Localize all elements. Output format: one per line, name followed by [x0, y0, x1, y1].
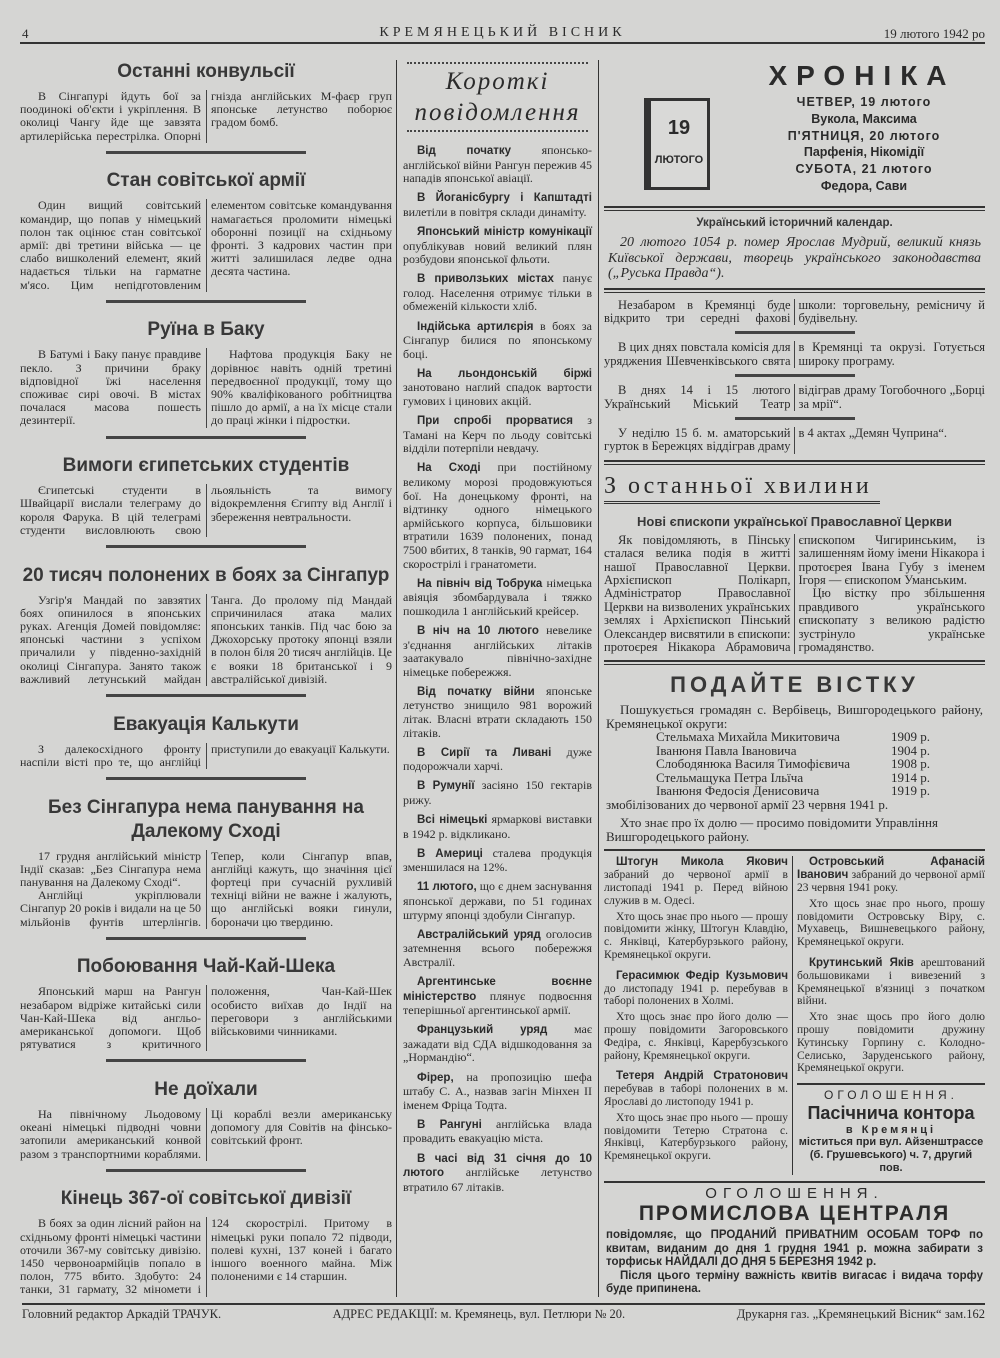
- footer-editor: Головний редактор Аркадій ТРАЧУК.: [22, 1306, 222, 1321]
- chronicle-day: ЧЕТВЕР, 19 лютого: [796, 95, 932, 109]
- article-title: Руїна в Баку: [147, 319, 265, 341]
- article-title: Евакуація Калькути: [113, 713, 299, 735]
- chronicle-day: СУБОТА, 21 лютого: [795, 162, 933, 177]
- article: [20, 60, 392, 154]
- local-news-text: У неділю 15 б. м. аматорський гурток в Бережцях віддіграв драму в 4 актах „Демян Чуприна“.: [604, 425, 948, 454]
- news-item: [403, 746, 592, 774]
- news-item-text: в боях за Сінгапур билися по японському боці.: [403, 318, 592, 361]
- news-item-text: невелике з'єднання англійських літаків заатакувало північно-західне німецьке побережжя.: [403, 622, 592, 679]
- wanted-request: Хто знає про їх долю — просимо повідомити Управління Вишгородецького району.: [606, 815, 938, 844]
- last-minute-paragraph: Як повідомляють, в Пінську сталася велика подія в житті нашої Православної Церкви. Архієпископ Полікарп, Адміністратор Православної Церкви на визволених українських землях і Архієпископ Пінський Олександер висвятили в єпископи: протоєрея Нікакора Абрамовича єпископом Чигиринським, із залишенням йому імени Нікакора і протоєрея Івана Губу з іменем Ігоря — єпископом Уманським.: [604, 532, 985, 654]
- personal-notice: [604, 1070, 788, 1163]
- ad-title: Пасічнича контора: [807, 1103, 975, 1124]
- local-news: [604, 299, 985, 454]
- divider: [106, 694, 306, 697]
- wanted-person-name: Стельмаха Михайла Микитовича: [656, 729, 840, 745]
- article-body: [20, 985, 392, 1051]
- article: [20, 564, 392, 697]
- article-title: Стан совітської армії: [106, 170, 306, 192]
- personal-notice-text: [604, 856, 788, 907]
- short-news-list: [401, 144, 594, 1200]
- last-minute-title: З останньої хвилини: [604, 471, 880, 504]
- ad-text-2: Після цього терміну важність квитів вигасає і видача торфу буде припинена.: [606, 1269, 983, 1296]
- article-paragraph: 17 грудня англійський міністр Індії сказав: „Без Сінгапура нема панування на Далекому Сході“.: [20, 848, 201, 889]
- news-item-text: ярмаркові виставки в 1942 р. відкликано.: [403, 812, 592, 841]
- wanted-notice: [604, 671, 985, 843]
- news-item-lead: В Румунії: [417, 780, 475, 793]
- wanted-person-name: Слободянюка Василя Тимофієвича: [656, 756, 851, 772]
- wanted-mobilized: змобілізованих до червоної армії 23 червня 1941 р.: [606, 796, 889, 812]
- news-item-text: опублікував новий великий плян розбудови японської фльоти.: [403, 238, 592, 267]
- last-minute-headline: Нові єпископи української Православної Церкви: [637, 513, 952, 529]
- article-paragraph: Японський марш на Рангун незабаром відріже китайські сили Чан-Кай-Шека від англьо-американської допомоги. Щоб рятуватися з критичного положення, Чан-Кай-Шек особисто виїхав до Індії на переговори з англійськими військовими чинниками.: [20, 984, 392, 1052]
- news-item: [403, 1071, 592, 1113]
- last-minute: [604, 471, 985, 655]
- person-name: Герасимюк Федір Кузьмович: [616, 969, 788, 982]
- divider: [106, 1169, 306, 1172]
- personal-notice-text: [604, 1070, 788, 1108]
- chronicle-saints: Парфенія, Нікомідії: [803, 145, 925, 160]
- footer-printer: Друкарня газ. „Кремянецький Вісник“ зам.162: [736, 1306, 985, 1321]
- personal-notice: [797, 957, 985, 1075]
- ad-label: ОГОЛОШЕННЯ.: [824, 1088, 958, 1103]
- news-item: [403, 880, 592, 922]
- chronicle-title: ХРОНІКА: [768, 60, 956, 91]
- wanted-person-name: Стельмащука Петра Ільїча: [656, 769, 804, 785]
- wanted-person-name: Іванюня Павла Івановича: [656, 742, 797, 758]
- divider: [106, 300, 306, 303]
- news-item: [403, 779, 592, 807]
- personal-notice-text: [797, 856, 985, 894]
- personal-notice-details: забраний до червоної армії в листопаді 1941 р. Перед війною служив в м. Одесі.: [604, 869, 788, 907]
- person-name: Крутинський Яків: [809, 956, 914, 969]
- divider: [106, 436, 306, 439]
- news-item-lead: Всі німецькі: [417, 814, 488, 827]
- article-paragraph: З далекосхідного фронту наспіли вісті про те, що англійці приступили до евакуації Калькути.: [20, 741, 390, 769]
- news-item-text: англійська влада провадить евакуацію міста.: [403, 1116, 592, 1146]
- news-item-text: сталева продукція зменшилася на 12%.: [403, 845, 592, 875]
- article: [20, 955, 392, 1062]
- divider: [735, 374, 855, 377]
- divider: [735, 331, 855, 334]
- divider: [604, 206, 985, 211]
- divider: [604, 288, 985, 293]
- personal-notice-details: арештований большовиками і вивезений з Кремянецької в'язниці з початком війни.: [797, 956, 985, 1008]
- page-footer: [22, 1303, 985, 1322]
- ad-place: в Кремянці: [845, 1124, 937, 1137]
- news-item-lead: Фірер,: [417, 1071, 454, 1084]
- article: [20, 318, 392, 438]
- personals-area: [604, 849, 985, 1175]
- news-item-lead: 11 лютого,: [417, 881, 477, 894]
- history-calendar: [604, 217, 985, 282]
- personal-notice-details: забраний до червоної армії 23 червня 1941 року.: [797, 869, 985, 894]
- wanted-title: ПОДАЙТЕ ВІСТКУ: [670, 672, 919, 698]
- article-paragraph: Єгипетські студенти в Швайцарії вислали телеграму до короля Фарука. В цій телеграмі студенти висловлюють свою льояльність та вимогу відокремлення Єгипту від Англії і збереження невтральности.: [20, 483, 392, 537]
- news-item-text: панує голод. Населення отримує тільки в обмеженій кількости хліб.: [403, 271, 592, 314]
- wanted-people: [606, 730, 983, 798]
- newspaper-name: КРЕМЯНЕЦЬКИЙ ВІСНИК: [379, 25, 626, 40]
- article-body: [20, 1108, 392, 1161]
- article-body: [20, 484, 392, 537]
- wanted-person-year: 1909 р.: [891, 729, 930, 745]
- person-name: Штогун Микола Якович: [616, 856, 788, 869]
- news-item-lead: Японський міністр комунікації: [417, 225, 592, 238]
- news-item-text: на пропозицію шефа штабу С. А., назвав загін Мінхен II іменем Фріца Тодта.: [403, 1069, 592, 1112]
- news-item-text: засіяно 150 гектарів рижу.: [403, 778, 592, 807]
- short-news-column: [396, 60, 599, 1297]
- article-paragraph: В Батумі і Баку панує правдиве пекло. З причини браку відповідної їжі населення споживає сирі овочі. В містах почалася масова пошесть дезинтерії.: [20, 347, 201, 428]
- calendar-icon: [644, 98, 710, 190]
- article-paragraph: Узгір'я Мандай по завзятих боях опинилося в японських руках. Агенція Домей повідомляє: японські частини з успіхом причалили у південно-західній околиці Сінгапура. Занято також важливий летунський майдан Танга. До пролому під Мандай спричинилася атака малих японських танків. Під час бою за Джохорську протоку японці взяли в полон біля 20 тисяч англійців. Це є вояки 18 британської і 9 австралійської дивізій.: [20, 592, 392, 686]
- article-title: Вимоги єгипетських студентів: [62, 455, 350, 477]
- person-name: Тетеря Андрій Стратонович: [616, 1070, 788, 1083]
- article-body: [20, 348, 392, 427]
- news-item-text: має зажадати від СДА відшкодовання за „Нормандію“.: [403, 1022, 592, 1065]
- chronicle-saints: Вукола, Максима: [811, 111, 917, 126]
- news-item-text: дуже подорожчали харчі.: [403, 744, 592, 774]
- local-news-item: [604, 341, 985, 368]
- news-item-lead: Від початку: [417, 145, 512, 157]
- page-number: 4: [22, 26, 29, 41]
- divider: [735, 417, 855, 420]
- news-item-lead: Індійська артилєрія: [417, 320, 534, 333]
- short-news-title: Короткі: [445, 68, 550, 95]
- article-paragraph: В боях за один лісний район на східньому фронті німецькі частини оточили 367-му совітську дивізію. 1450 червоноармійців попало в полон, 775 вбито. Здобуто: 24 танки, 31 гармату, 32 міномети і 124 скорострілі. Притому в німецькі руки попало 72 підводи, полеві кухні, 137 коней і багато іншого военного майна. Між полоненими є 14 старшин.: [20, 1216, 392, 1297]
- article-title: Останні конвульсії: [117, 61, 295, 82]
- news-item: [403, 1152, 592, 1195]
- wanted-person-year: 1908 р.: [891, 756, 930, 772]
- divider: [106, 777, 306, 780]
- local-news-item: [604, 299, 985, 326]
- article-title: Кінець 367-ої совітської дивізії: [60, 1188, 352, 1210]
- ad-title: ПРОМИСЛОВА ЦЕНТРАЛЯ: [638, 1202, 951, 1226]
- news-item: [403, 367, 592, 409]
- article-paragraph: Один вищий совітський командир, що попав у німецький полон так оцінює стан совітської армії: дві третини війська — це слабо вишколений елемент, який надається тільки на гарматне м'ясо. Цим непідготовленим елементом совітське командування намагається проломити німецькі оборонні позиції на східньому фронті. З кадрових частин при житті залишилася ледве одна десята частина.: [20, 198, 392, 292]
- article: [20, 169, 392, 302]
- news-item: [403, 414, 592, 456]
- personals-right-column: [792, 856, 985, 1175]
- news-item-lead: В Америці: [417, 847, 483, 860]
- article-paragraph: В Сінгапурі йдуть бої за поодинокі об'єкти і укріплення. В околиці Чангу йде ще завзята артилерійська перестрілка. Опорні гнізда англійських М-фаєр груп японське летунство поборює градом бомб.: [20, 89, 392, 143]
- article: [20, 796, 392, 940]
- article-body: [20, 850, 392, 929]
- ad-text: повідомляє, що ПРОДАНИЙ ПРИВАТНИМ ОСОБАМ ТОРФ по квитам, виданим до дня 1 грудня 1941 р. можна забирати з торфиськ НАЙДАЛІ ДО ДНЯ 5 БЕРЕЗНЯ 1942 р.: [606, 1229, 983, 1269]
- article-paragraph: На північному Льодовому океані німецькі підводні човни затопили американський конвой разом з транспортними кораблями. Ці кораблі везли американську допомогу для Совітів на фінсько-совітський фронт.: [20, 1106, 392, 1161]
- personal-notice-details: перебував в таборі полонених в м. Ярославі до листоподу 1941 р.: [604, 1083, 788, 1108]
- short-news-title-box: [407, 62, 588, 132]
- news-item: [403, 1118, 592, 1146]
- wanted-intro: Пошукується громадян с. Вербівець, Вишгородецького району, Кремянецької округи:: [606, 702, 983, 731]
- news-item-lead: В Йоганісбургу і Капштадті: [417, 192, 592, 205]
- article-body: [20, 594, 392, 686]
- chronicle-days: [754, 94, 974, 195]
- personal-notice-details: до листопаду 1941 р. перебував в таборі полонених в Холмі.: [604, 982, 788, 1008]
- news-item-lead: В ніч на 10 лютого: [417, 624, 539, 637]
- article: [20, 713, 392, 780]
- news-item: [403, 577, 592, 619]
- history-text: 20 лютого 1054 р. помер Ярослав Мудрий, великий князь Київської держави, творець українського законодавства („Руська Правда“).: [608, 235, 981, 281]
- article-title: 20 тисяч полонених в боях за Сінгапур: [22, 564, 390, 586]
- news-item-text: вилетіли в повітря склади динаміту.: [403, 204, 587, 219]
- news-item: [403, 461, 592, 571]
- article: [20, 1078, 392, 1172]
- news-item-text: англійське летунство втратило 67 літаків.: [403, 1165, 592, 1194]
- wanted-person: [606, 744, 983, 758]
- personal-notice-text: [604, 970, 788, 1008]
- news-item: [403, 685, 592, 740]
- local-news-text: В днях 14 і 15 лютого Український Міський Театр відіграв драму Тогобочного „Борці за мрії“.: [604, 383, 985, 411]
- wanted-person: [606, 757, 983, 771]
- history-title: Український історичний календар.: [696, 217, 893, 229]
- news-item: [403, 813, 592, 841]
- personal-notice-text: [797, 957, 985, 1008]
- article-paragraph: Англійці укріплювали Сінгапур 20 років і видали на це 50 мільйонів фунтів штерлінгів. Тепер, коли Сінгапур впав, англійці кажуть, що значіння цієї фортеці при сучасній рухливій техніці війни не важне і жалують, що англійські вояки гинули, бороначи цю твердиню.: [20, 848, 392, 929]
- news-item: [403, 320, 592, 362]
- wanted-person: [606, 784, 983, 798]
- short-news-title-2: повідомлення: [414, 99, 581, 126]
- news-item-lead: В Рангуні: [417, 1118, 482, 1131]
- article-body: [20, 199, 392, 291]
- left-column: [20, 60, 396, 1297]
- news-item-lead: В приволзьких містах: [417, 273, 554, 286]
- article-body: [20, 90, 392, 143]
- article-title: Без Сінгапура нема панування на Далекому Сході: [47, 796, 365, 842]
- news-item: [403, 225, 592, 267]
- news-item-text: плянує подвоєння теперішньої аргентинської армії.: [403, 988, 592, 1018]
- news-item: [403, 975, 592, 1018]
- personal-notice-request: Хто знає щось про його долю прошу повідомити дружину Кутинську Горпину с. Колодно-Селисько, Заруденського району, Кремянецької округи.: [797, 1011, 985, 1075]
- local-news-text: В цих днях повстала комісія для уряджения Шевченківського свята в Кремянці та окрузі. Готується широку програму.: [604, 340, 985, 368]
- chronicle-day: П'ЯТНИЦЯ, 20 лютого: [787, 128, 941, 143]
- news-item-lead: На Сході: [417, 462, 481, 475]
- divider: [106, 545, 306, 548]
- ad-apiary-office: [797, 1083, 985, 1175]
- calendar-month: ЛЮТОГО: [654, 154, 704, 166]
- calendar-day: 19: [667, 117, 691, 139]
- personal-notice: [604, 970, 788, 1063]
- local-news-item: [604, 427, 985, 454]
- news-item-text: що є днем заснування японської держави, по 51 годинах штурму японці здобули Сінгапур.: [403, 879, 592, 922]
- news-item: [403, 1023, 592, 1065]
- article-title: Не доїхали: [154, 1078, 258, 1100]
- ad-label: ОГОЛОШЕННЯ.: [705, 1185, 884, 1203]
- article: [20, 1187, 392, 1296]
- news-item-lead: На льондонській біржі: [417, 367, 592, 380]
- personal-notice-request: Хто щось знає про нього — прошу повідомити жінку, Штогун Клавдію, с. Янківці, Катербурзького району, Кремянецької округи.: [604, 910, 788, 961]
- last-minute-body: [604, 534, 985, 655]
- issue-date: 19 лютого 1942 ро: [883, 26, 985, 41]
- news-item-text: японсько-англійської війни Рангун пережив 45 нападів японської авіації.: [403, 143, 592, 186]
- page-columns: [20, 60, 985, 1297]
- personal-notice: [797, 856, 985, 949]
- news-item: [403, 144, 592, 186]
- news-item: [403, 928, 592, 970]
- article-paragraph: Нафтова продукція Баку не дорівнює навіть одній третині передвоєнної продукції, тому що 90% кваліфікованого робітництва пішло до армії, а на їх місце стали до праці жінки і підростки.: [211, 347, 392, 428]
- right-column: [599, 60, 985, 1297]
- personals-right: [797, 856, 985, 1075]
- divider: [106, 937, 306, 940]
- personal-notice: [604, 856, 788, 961]
- news-item: [403, 272, 592, 314]
- article: [20, 454, 392, 548]
- news-item-text: німецька авіяція збомбардувала і тяжко пошкодила 1 англійський крейсер.: [403, 575, 593, 618]
- news-item-lead: На північ від Тобрука: [417, 577, 543, 590]
- news-item-lead: В Сирії та Ливані: [417, 746, 552, 759]
- personal-notice-request: Хто щось знає про його долю — прошу повідомити Загоровського Федіра, с. Янківці, Карербузського району, Кремянецької округи.: [604, 1011, 788, 1062]
- wanted-person-year: 1919 р.: [891, 783, 930, 799]
- personals-left: [604, 856, 792, 1175]
- personal-notice-request: Хто щось знає про нього — прошу повідомити Тетерю Стратона с. Янківці, Катербурзького району, Кремянецької округи.: [604, 1111, 788, 1163]
- footer-address: АДРЕС РЕДАКЦІЇ: м. Кремянець, вул. Петлюри № 20.: [332, 1306, 626, 1321]
- article-title: Побоювання Чай-Кай-Шека: [76, 956, 336, 978]
- news-item: [403, 191, 592, 219]
- news-item: [403, 624, 592, 679]
- wanted-person-name: Іванюня Федосія Денисовича: [656, 783, 820, 799]
- news-item-text: занотовано наглий спадок вартости гумових і цинових акцій.: [403, 380, 592, 408]
- article-body: [20, 1217, 392, 1296]
- last-minute-paragraph: Цю вістку про збільшення правдивого українського єпископату з великою радістю зустрінуло українське громадянство.: [798, 586, 985, 654]
- divider: [604, 660, 985, 665]
- article-body: [20, 743, 392, 769]
- wanted-person-year: 1914 р.: [891, 769, 930, 785]
- divider: [604, 460, 985, 465]
- wanted-person: [606, 730, 983, 744]
- wanted-person: [606, 771, 983, 785]
- news-item-text: при постійному великому морозі продовжуються бої. На донецькому фронті, на відтинку одного німецького армійського корпуса, більшовики втратили 1639 полонених, понад 7500 вбитих, 8 танків, 90 гармат, 164 скорострілі і гранатомети.: [403, 460, 592, 571]
- wanted-person-year: 1904 р.: [891, 742, 930, 758]
- ad-text: міститься при вул. Айзенштрассе (б. Грушевського) ч. 7, другий пов.: [798, 1136, 984, 1175]
- news-item-text: оголосив затемнення всього побережжя Австралії.: [403, 926, 592, 969]
- news-item-lead: Французький уряд: [417, 1024, 548, 1037]
- news-item: [403, 847, 592, 875]
- news-item-lead: Австралійський уряд: [417, 928, 541, 941]
- news-item-lead: При спробі прорватися: [417, 415, 574, 428]
- news-item-lead: Від початку війни: [417, 685, 535, 698]
- news-item-text: японське летунство знищило 981 ворожий літак. Власні втрати складають 150 літаків.: [403, 683, 592, 740]
- page-header: [20, 22, 985, 44]
- personal-notice-request: Хто щось знає про нього, прошу повідомити Островську Віру, с. Мухавець, Вишневецького району, Кремянецької округи.: [797, 897, 985, 949]
- news-item-lead: В часі від 31 січня до 10 лютого: [403, 1152, 592, 1180]
- news-item-text: з Тамані на Керч по льоду совітські відділи потерпіли невдачу.: [403, 413, 592, 456]
- local-news-item: [604, 384, 985, 411]
- divider: [106, 151, 306, 154]
- local-news-text: Незабаром в Кремянці буде відкрито три середні фахові школи: торговельну, ремісничу й будівельну.: [604, 297, 985, 325]
- ad-industrial-central: [604, 1181, 985, 1297]
- news-item-lead: Аргентинське воєнне міністерство: [403, 975, 592, 1003]
- chronicle: [604, 60, 985, 200]
- person-name: Островський Афанасій Іванович: [797, 856, 985, 882]
- chronicle-saints: Федора, Сави: [820, 178, 908, 193]
- divider: [106, 1059, 306, 1062]
